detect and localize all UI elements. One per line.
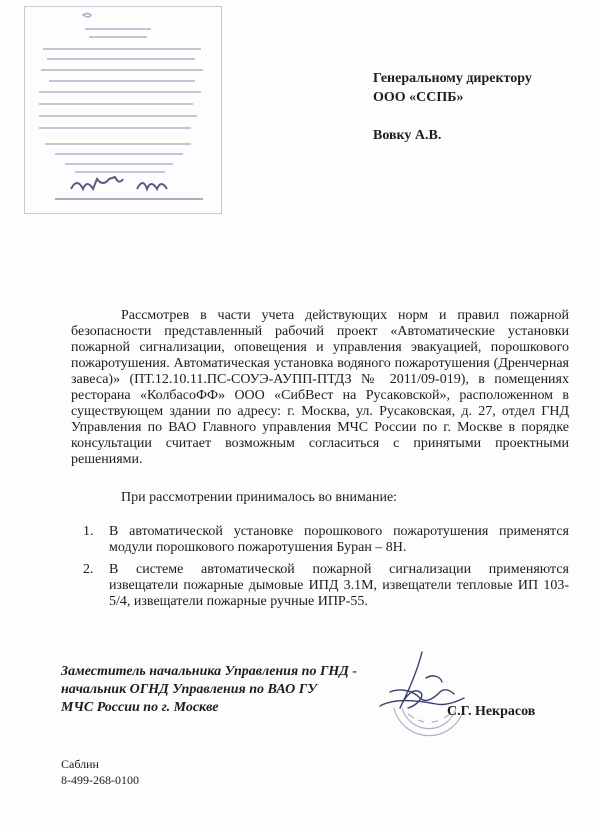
signer-title-line-3: МЧС России по г. Москве <box>61 700 219 715</box>
considerations-list <box>71 524 569 610</box>
executor-phone: 8-499-268-0100 <box>61 773 139 787</box>
list-item-number: 1. <box>83 524 94 539</box>
addressee-company: ООО «ССПБ» <box>373 90 464 105</box>
executor-name: Саблин <box>61 757 99 771</box>
list-item-text: В системе автоматической пожарной сигнализации применяются извещатели пожарные дымовые ИПД 3.1М, извещатели тепловые ИП 103-5/4, извещатели пожарные ручные ИПР-55. <box>109 562 569 609</box>
main-paragraph: Рассмотрев в части учета действующих норм и правил пожарной безопасности представленный рабочий проект «Автоматические установки пожарной сигнализации, оповещения и управления эвакуацией, порошкового пожаротушения. Автоматическая установка водяного пожаротушения (Дренчерная завеса)» (ПТ.12.10.11.ПС-СОУЭ-АУПП-ПТДЗ № 2011/09-019), в помещениях ресторана «КолбасоФФ» ООО «СибВест на Русаковской», расположенном в существующем здании по адресу: г. Москва, ул. Русаковская, д. 27, отдел ГНД Управления по ВАО Главного управления МЧС России по г. Москве в порядке консультации считает возможным согласиться с принятыми проектными решениями. <box>71 308 569 467</box>
considerations-paragraph: При рассмотрении принималось во внимание: <box>121 490 398 505</box>
letterhead-stamp <box>24 6 222 214</box>
addressee-block <box>373 69 583 145</box>
signer-title-line-2: начальник ОГНД Управления по ВАО ГУ <box>61 682 317 697</box>
letterhead-stamp-graphic <box>25 7 221 213</box>
addressee-name: Вовку А.В. <box>373 128 442 143</box>
executor-block <box>61 756 139 788</box>
letter-body <box>71 308 569 616</box>
addressee-position: Генеральному директору <box>373 71 532 86</box>
list-item <box>83 524 569 556</box>
list-item-text: В автоматической установке порошкового пожаротушения применятся модули порошкового пожаротушения Буран – 8Н. <box>109 524 569 555</box>
signer-title-block <box>61 663 401 717</box>
signer-name: С.Г. Некрасов <box>447 704 536 719</box>
signer-title-line-1: Заместитель начальника Управления по ГНД - <box>61 664 358 679</box>
list-item <box>83 562 569 610</box>
list-item-number: 2. <box>83 562 94 577</box>
